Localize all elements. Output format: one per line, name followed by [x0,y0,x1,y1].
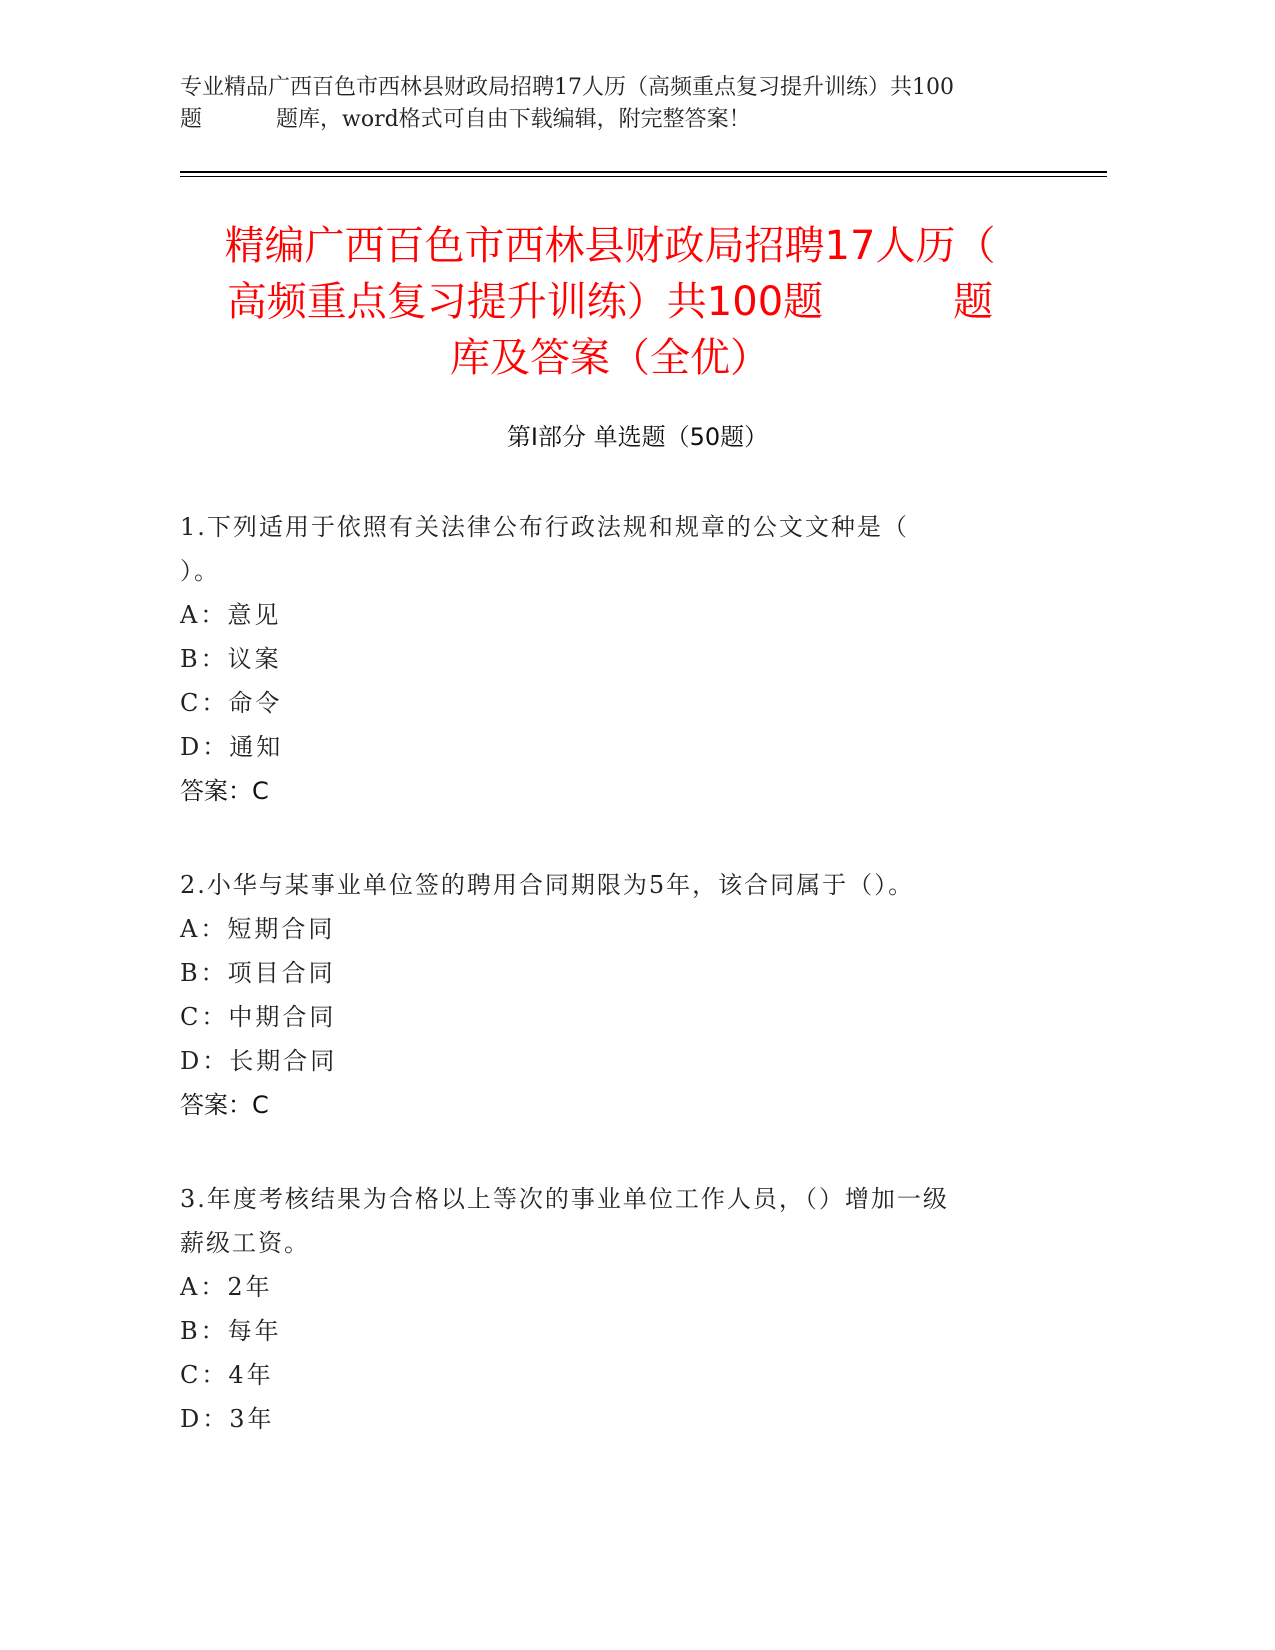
question-3 [180,1177,1040,1441]
question-1 [180,505,1040,813]
option-b: B：项目合同 [180,959,336,987]
option-b: B：每年 [180,1317,282,1345]
header-line-2-start: 题 [180,107,203,132]
title-line-2 [180,274,1040,330]
question-stem-continued: ）。 [180,557,220,585]
question-stem: 3.年度考核结果为合格以上等次的事业单位工作人员，（）增加一级 [180,1185,949,1213]
question-stem: 2.小华与某事业单位签的聘用合同期限为5年，该合同属于（）。 [180,871,915,899]
document-title [180,218,1040,386]
option-c: C：中期合同 [180,1003,337,1031]
option-a: A：短期合同 [180,915,336,943]
answer: 答案：C [180,1091,269,1119]
question-stem-continued: 薪级工资。 [180,1229,310,1257]
title-line-1: 精编广西百色市西林县财政局招聘17人历（ [224,223,996,269]
answer: 答案：C [180,777,269,805]
header-divider [180,171,1107,177]
page-header [180,72,1080,136]
option-c: C：4年 [180,1361,274,1389]
option-d: D：通知 [180,733,284,761]
header-line-2-rest: 题库，word格式可自由下载编辑，附完整答案！ [276,107,751,132]
question-list [180,505,1040,1491]
option-d: D：3年 [180,1405,275,1433]
option-a: A：意见 [180,601,282,629]
option-b: B：议案 [180,645,282,673]
header-line-2 [180,104,1080,136]
option-d: D：长期合同 [180,1047,338,1075]
option-a: A：2年 [180,1273,273,1301]
option-c: C：命令 [180,689,283,717]
question-2 [180,863,1040,1127]
question-stem: 1.下列适用于依照有关法律公布行政法规和规章的公文文种是（ [180,513,909,541]
header-line-1: 专业精品广西百色市西林县财政局招聘17人历（高频重点复习提升训练）共100 [180,75,954,100]
section-title: 第I部分 单选题（50题） [506,423,769,451]
title-line-3: 库及答案（全优） [450,335,770,381]
title-line-2-start: 高频重点复习提升训练）共100题 [226,279,824,325]
title-line-2-end: 题 [953,279,994,325]
